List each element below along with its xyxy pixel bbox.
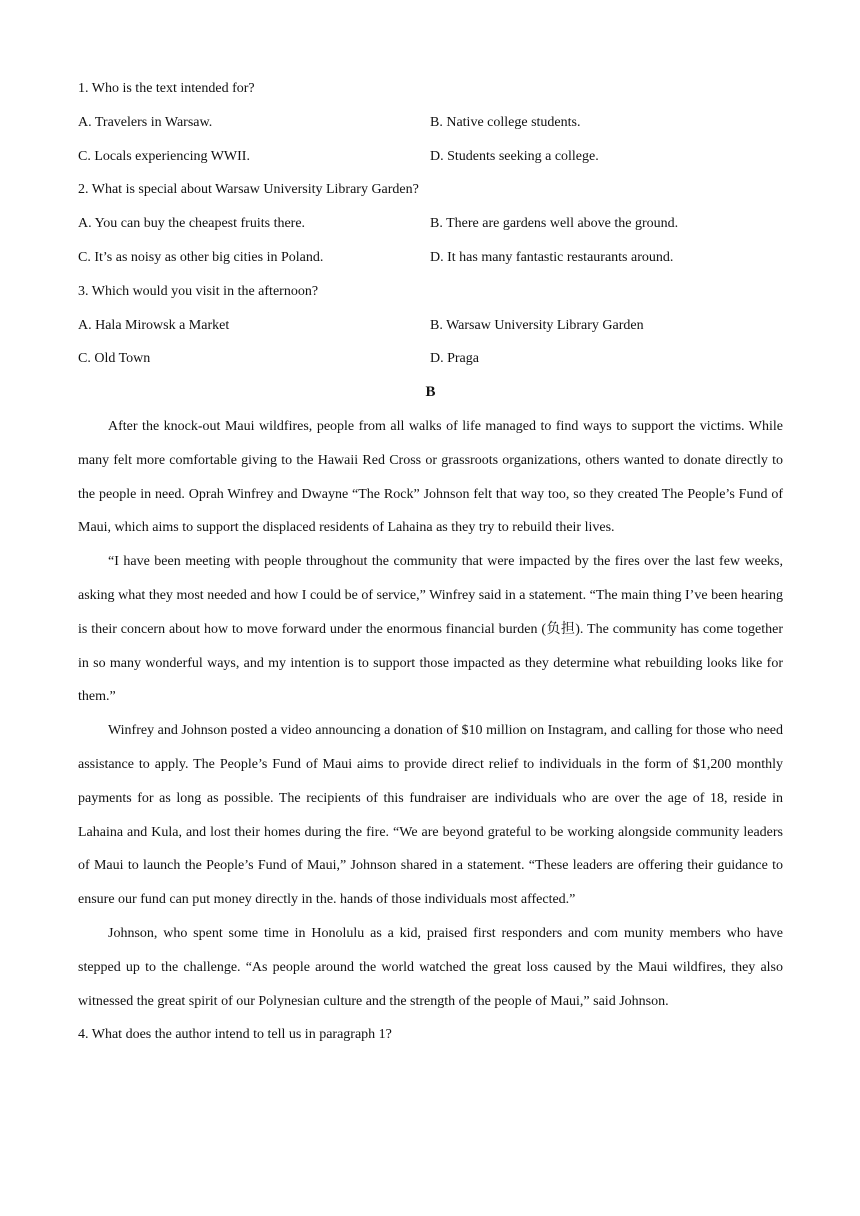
question-2-stem: 2. What is special about Warsaw University Library Garden? (78, 182, 419, 198)
question-1-stem: 1. Who is the text intended for? (78, 81, 255, 96)
question-3-option-b: B. Warsaw University Library Garden (430, 317, 644, 333)
passage-paragraph-4: Johnson, who spent some time in Honolulu as a kid, praised first responders and com munity members who have stepped up to the challenge. “As people around the world watched the great loss caused by the Maui wildfires, they also witnessed the great spirit of our Polynesian culture and the strength of the people of Maui,” said Johnson. (78, 925, 783, 1009)
question-1-options-row-1 (78, 106, 783, 140)
question-1-option-b: B. Native college students. (430, 114, 581, 130)
question-1-option-a: A. Travelers in Warsaw. (78, 114, 213, 130)
question-3-option-a: A. Hala Mirowsk a Market (78, 317, 230, 333)
question-2-options-row-1 (78, 207, 783, 241)
passage-paragraph-3: Winfrey and Johnson posted a video announcing a donation of $10 million on Instagram, and calling for those who need assistance to apply. The People’s Fund of Maui aims to provide direct relief to individuals in the form of $1,200 monthly payments for as long as possible. The recipients of this fundraiser are individuals who are over the age of 18, reside in Lahaina and Kula, and lost their homes during the fire. “We are beyond grateful to be working alongside community leaders of Maui to launch the People’s Fund of Maui,” Johnson shared in a statement. “These leaders are offering their guidance to ensure our fund can put money directly in the. hands of those individuals most affected.” (78, 723, 783, 908)
question-2-option-c: C. It’s as noisy as other big cities in Poland. (78, 249, 324, 265)
question-1-option-c: C. Locals experiencing WWII. (78, 148, 250, 164)
question-1-options-row-2 (78, 140, 783, 174)
question-2-option-d: D. It has many fantastic restaurants around. (430, 249, 674, 265)
question-3-option-c: C. Old Town (78, 351, 151, 367)
question-2-option-b: B. There are gardens well above the ground. (430, 216, 679, 232)
question-2-option-a: A. You can buy the cheapest fruits there. (78, 216, 306, 232)
document-page (78, 72, 783, 1052)
passage-paragraph-1: After the knock-out Maui wildfires, people from all walks of life managed to find ways to support the victims. While many felt more comfortable giving to the Hawaii Red Cross or grassroots organizations, others wanted to donate directly to the people in need. Oprah Winfrey and Dwayne “The Rock” Johnson felt that way too, so they created The People’s Fund of Maui, which aims to support the displaced residents of Lahaina as they try to rebuild their lives. (78, 418, 783, 536)
question-3-stem: 3. Which would you visit in the afternoon? (78, 283, 319, 299)
question-3-options-row-2 (78, 342, 783, 376)
section-b-title: B (425, 384, 436, 401)
question-2-options-row-2 (78, 241, 783, 275)
question-3-option-d: D. Praga (430, 351, 479, 367)
question-3-options-row-1 (78, 309, 783, 343)
question-4-stem: 4. What does the author intend to tell us in paragraph 1? (78, 1027, 392, 1043)
passage-paragraph-2: “I have been meeting with people throughout the community that were impacted by the fires over the last few weeks, asking what they most needed and how I could be of service,” Winfrey said in a statement. “The main thing I’ve been hearing is their concern about how to move forward under the enormous financial burden (负担). The community has come together in so many wonderful ways, and my intention is to support those impacted as they determine what rebuilding looks like for them.” (78, 554, 783, 705)
question-1-option-d: D. Students seeking a college. (430, 148, 599, 164)
